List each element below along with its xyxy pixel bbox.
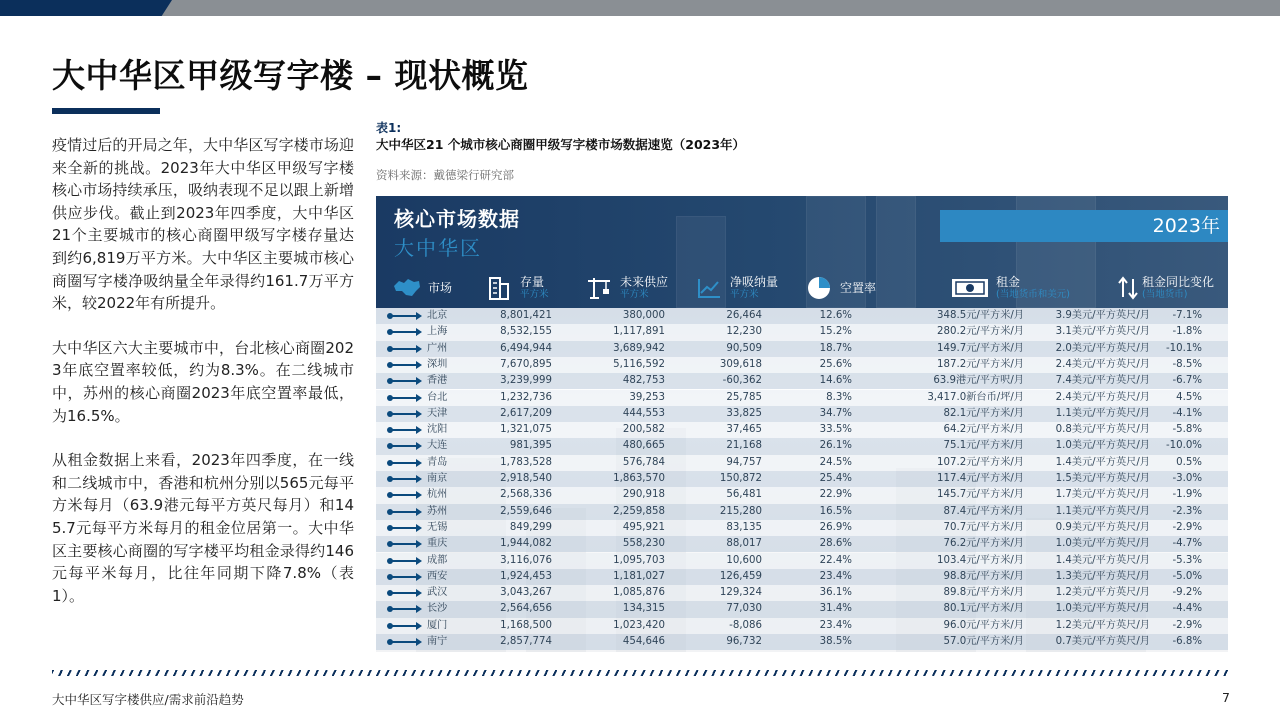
cell-rent-local: 107.2元/平方米/月 xyxy=(937,456,1024,468)
cell-rent-change: -7.1% xyxy=(1172,310,1202,321)
cell-rent-change: -1.9% xyxy=(1172,489,1202,501)
cell-rent-usd: 1.4美元/平方英尺/月 xyxy=(1055,456,1150,468)
paragraph-3: 从租金数据上来看，2023年四季度，在一线和二线城市中，香港和杭州分别以565元每平方米每月（63.9港元每平方英尺每月）和145.7元每平方米每月的租金位居第一。大中华区主要核心商圈的写字楼平均租金录得约146元每平米每月，比往年同期下降7.8%（表1）。 xyxy=(52,451,354,605)
cell-rent-local: 280.2元/平方米/月 xyxy=(937,326,1024,338)
cell-rent-usd: 2.4美元/平方英尺/月 xyxy=(1055,391,1150,403)
cell-stock: 2,564,656 xyxy=(500,603,552,615)
col-header-vacancy xyxy=(804,272,876,304)
cell-rent-local: 76.2元/平方米/月 xyxy=(943,538,1024,550)
col-header-absorption xyxy=(694,272,778,304)
cell-city: 南京 xyxy=(427,473,448,484)
cell-city: 苏州 xyxy=(427,505,448,517)
cell-supply: 576,784 xyxy=(622,456,665,468)
cell-absorption: 12,230 xyxy=(726,326,762,338)
col-label-absorption: 净吸纳量 xyxy=(730,275,779,289)
cell-rent-local: 145.7元/平方米/月 xyxy=(937,489,1024,501)
col-header-supply xyxy=(584,272,668,304)
cell-vacancy: 8.3% xyxy=(826,391,852,403)
table-row xyxy=(376,422,1228,438)
cell-rent-local: 96.0元/平方米/月 xyxy=(943,619,1024,631)
row-arrow-icon xyxy=(390,397,420,399)
cell-absorption: 83,135 xyxy=(726,521,762,533)
cell-vacancy: 14.6% xyxy=(819,375,852,387)
cell-city: 无锡 xyxy=(427,521,448,533)
col-unit-absorption: 平方米 xyxy=(730,289,759,300)
cell-stock: 1,924,453 xyxy=(500,570,552,582)
cell-rent-usd: 0.8美元/平方英尺/月 xyxy=(1055,424,1150,436)
cell-vacancy: 36.1% xyxy=(819,587,852,599)
cell-stock: 7,670,895 xyxy=(500,358,552,370)
cell-rent-change: -5.3% xyxy=(1172,554,1202,566)
cell-supply: 1,181,027 xyxy=(613,570,665,582)
market-data-panel xyxy=(376,196,1228,652)
table-row xyxy=(376,308,1228,324)
cell-stock: 3,043,267 xyxy=(500,587,552,599)
cell-rent-local: 82.1元/平方米/月 xyxy=(943,407,1024,419)
table-number: 表1: xyxy=(376,121,402,135)
table-body xyxy=(376,308,1228,652)
cell-rent-usd: 1.2美元/平方英尺/月 xyxy=(1055,619,1150,631)
cell-city: 厦门 xyxy=(427,619,448,631)
cell-vacancy: 28.6% xyxy=(819,538,852,550)
cell-rent-usd: 1.5美元/平方英尺/月 xyxy=(1055,473,1150,484)
cell-vacancy: 26.1% xyxy=(819,440,852,452)
cell-stock: 2,559,646 xyxy=(500,505,552,517)
cell-rent-local: 89.8元/平方米/月 xyxy=(943,587,1024,599)
cell-stock: 2,918,540 xyxy=(500,473,552,484)
cell-vacancy: 22.9% xyxy=(819,489,852,501)
cell-rent-change: -4.7% xyxy=(1172,538,1202,550)
table-row xyxy=(376,520,1228,536)
top-band-accent xyxy=(0,0,172,16)
table-caption xyxy=(376,121,745,183)
cell-city: 广州 xyxy=(427,342,448,354)
cell-rent-change: -5.0% xyxy=(1172,570,1202,582)
cell-rent-usd: 1.1美元/平方英尺/月 xyxy=(1055,505,1150,517)
cell-stock: 8,801,421 xyxy=(500,310,552,321)
table-row xyxy=(376,487,1228,503)
cell-rent-usd: 2.4美元/平方英尺/月 xyxy=(1055,358,1150,370)
cell-rent-change: -3.0% xyxy=(1172,473,1202,484)
col-header-stock xyxy=(484,272,549,304)
row-arrow-icon xyxy=(390,543,420,545)
row-arrow-icon xyxy=(390,576,420,578)
table-row xyxy=(376,618,1228,634)
cell-rent-usd: 1.2美元/平方英尺/月 xyxy=(1055,587,1150,599)
row-arrow-icon xyxy=(390,364,420,366)
cell-city: 成都 xyxy=(427,554,448,566)
cell-vacancy: 24.5% xyxy=(819,456,852,468)
cell-absorption: 33,825 xyxy=(726,407,762,419)
row-arrow-icon xyxy=(390,608,420,610)
cell-rent-local: 87.4元/平方米/月 xyxy=(943,505,1024,517)
panel-subtitle: 大中华区 xyxy=(394,236,482,260)
cell-supply: 480,665 xyxy=(622,440,665,452)
cell-rent-change: -6.7% xyxy=(1172,375,1202,387)
cell-rent-local: 75.1元/平方米/月 xyxy=(943,440,1024,452)
col-unit-supply: 平方米 xyxy=(620,289,649,300)
cell-rent-usd: 2.0美元/平方英尺/月 xyxy=(1055,342,1150,354)
table-row xyxy=(376,553,1228,569)
table-row xyxy=(376,536,1228,552)
cell-rent-local: 103.4元/平方米/月 xyxy=(937,554,1024,566)
col-label-supply: 未来供应 xyxy=(620,275,669,289)
col-unit-rent: (当地货币和美元) xyxy=(996,289,1070,300)
cell-stock: 1,232,736 xyxy=(500,391,552,403)
cell-supply: 1,023,420 xyxy=(613,619,665,631)
cell-rent-usd: 1.1美元/平方英尺/月 xyxy=(1055,407,1150,419)
cell-stock: 1,944,082 xyxy=(500,538,552,550)
cell-rent-change: -9.2% xyxy=(1172,587,1202,599)
cell-city: 香港 xyxy=(427,375,448,387)
table-row xyxy=(376,504,1228,520)
cell-rent-change: -4.4% xyxy=(1172,603,1202,615)
cell-supply: 1,117,891 xyxy=(613,326,665,338)
cell-stock: 1,168,500 xyxy=(500,619,552,631)
cell-absorption: 90,509 xyxy=(726,342,762,354)
table-row xyxy=(376,406,1228,422)
row-arrow-icon xyxy=(390,413,420,415)
cell-absorption: 215,280 xyxy=(719,505,762,517)
cell-absorption: 56,481 xyxy=(726,489,762,501)
cell-vacancy: 31.4% xyxy=(819,603,852,615)
cell-supply: 39,253 xyxy=(629,391,665,403)
table-row xyxy=(376,601,1228,617)
col-unit-stock: 平方米 xyxy=(520,289,549,300)
table-title: 大中华区21 个城市核心商圈甲级写字楼市场数据速览（2023年） xyxy=(376,137,746,152)
page-number: 7 xyxy=(1222,690,1230,705)
cell-absorption: 150,872 xyxy=(719,473,762,484)
cell-vacancy: 23.4% xyxy=(819,570,852,582)
cell-city: 沈阳 xyxy=(427,424,448,436)
cell-vacancy: 15.2% xyxy=(819,326,852,338)
cell-supply: 1,085,876 xyxy=(613,587,665,599)
cell-supply: 134,315 xyxy=(622,603,665,615)
row-arrow-icon xyxy=(390,462,420,464)
cell-vacancy: 18.7% xyxy=(819,342,852,354)
cell-absorption: 126,459 xyxy=(719,570,762,582)
table-row xyxy=(376,341,1228,357)
cell-rent-local: 149.7元/平方米/月 xyxy=(937,342,1024,354)
table-row xyxy=(376,634,1228,650)
cell-city: 大连 xyxy=(427,440,448,452)
cell-vacancy: 38.5% xyxy=(819,636,852,647)
row-arrow-icon xyxy=(390,478,420,480)
title-underline xyxy=(52,108,160,114)
footer-text: 大中华区写字楼供应/需求前沿趋势 xyxy=(52,692,244,707)
table-row xyxy=(376,373,1228,389)
col-unit-rent-change: (当地货币) xyxy=(1142,289,1188,300)
cell-city: 上海 xyxy=(427,326,448,338)
cell-vacancy: 34.7% xyxy=(819,407,852,419)
cell-absorption: 25,785 xyxy=(726,391,762,403)
trend-chart-icon xyxy=(694,274,724,302)
cell-stock: 2,617,209 xyxy=(500,407,552,419)
cell-rent-local: 187.2元/平方米/月 xyxy=(937,358,1024,370)
cell-supply: 3,689,942 xyxy=(613,342,665,354)
col-label-rent-change: 租金同比变化 xyxy=(1142,275,1215,289)
cell-rent-change: -10.1% xyxy=(1165,342,1202,354)
table-row xyxy=(376,324,1228,340)
table-row xyxy=(376,471,1228,487)
cell-supply: 482,753 xyxy=(622,375,665,387)
cell-stock: 849,299 xyxy=(509,521,552,533)
cell-stock: 2,568,336 xyxy=(500,489,552,501)
row-arrow-icon xyxy=(390,315,420,317)
row-arrow-icon xyxy=(390,348,420,350)
col-label-stock: 存量 xyxy=(520,275,545,289)
cell-rent-local: 63.9港元/平方呎/月 xyxy=(933,375,1024,387)
row-arrow-icon xyxy=(390,445,420,447)
cell-city: 武汉 xyxy=(427,587,448,599)
banknote-icon xyxy=(950,274,990,302)
body-text xyxy=(52,134,354,629)
cell-absorption: 129,324 xyxy=(719,587,762,599)
cell-rent-usd: 1.3美元/平方英尺/月 xyxy=(1055,570,1150,582)
cell-vacancy: 16.5% xyxy=(819,505,852,517)
cell-rent-usd: 1.4美元/平方英尺/月 xyxy=(1055,554,1150,566)
cell-city: 天津 xyxy=(427,407,448,419)
cell-city: 西安 xyxy=(427,570,448,582)
cell-vacancy: 22.4% xyxy=(819,554,852,566)
cell-rent-local: 3,417.0新台币/坪/月 xyxy=(927,391,1024,403)
cell-absorption: 77,030 xyxy=(726,603,762,615)
cell-absorption: 96,732 xyxy=(726,636,762,647)
year-badge: 2023年 xyxy=(940,210,1228,242)
paragraph-1: 疫情过后的开局之年，大中华区写字楼市场迎来全新的挑战。2023年大中华区甲级写字楼核心市场持续承压，吸纳表现不足以跟上新增供应步伐。截止到2023年四季度，大中华区21个主要城市的核心商圈甲级写字楼存量达到约6,819万平方米。大中华区主要城市核心商圈写字楼净吸纳量全年录得约161.7万平方米，较2022年有所提升。 xyxy=(52,136,354,313)
cell-supply: 5,116,592 xyxy=(613,358,665,370)
cell-rent-change: -10.0% xyxy=(1165,440,1202,452)
cell-stock: 6,494,944 xyxy=(500,342,552,354)
cell-absorption: -8,086 xyxy=(729,619,762,631)
cell-rent-change: -2.3% xyxy=(1172,505,1202,517)
cell-city: 长沙 xyxy=(427,603,448,615)
cell-rent-usd: 1.0美元/平方英尺/月 xyxy=(1055,440,1150,452)
row-arrow-icon xyxy=(390,527,420,529)
cell-rent-local: 57.0元/平方米/月 xyxy=(943,636,1024,647)
cell-rent-change: -6.8% xyxy=(1172,636,1202,647)
col-label-rent: 租金 xyxy=(996,275,1021,289)
cell-rent-usd: 1.0美元/平方英尺/月 xyxy=(1055,538,1150,550)
up-down-arrows-icon xyxy=(1116,274,1140,302)
cell-vacancy: 12.6% xyxy=(819,310,852,321)
cell-supply: 380,000 xyxy=(622,310,665,321)
cell-absorption: 94,757 xyxy=(726,456,762,468)
col-label-market: 市场 xyxy=(428,280,453,295)
page-title: 大中华区甲级写字楼 – 现状概览 xyxy=(52,56,529,95)
top-band xyxy=(0,0,1280,16)
row-arrow-icon xyxy=(390,331,420,333)
col-header-market xyxy=(392,272,452,304)
cell-rent-change: -8.5% xyxy=(1172,358,1202,370)
cell-rent-local: 80.1元/平方米/月 xyxy=(943,603,1024,615)
cell-rent-change: -4.1% xyxy=(1172,407,1202,419)
cell-rent-change: -5.8% xyxy=(1172,424,1202,436)
cell-vacancy: 23.4% xyxy=(819,619,852,631)
cell-supply: 2,259,858 xyxy=(613,505,665,517)
col-label-vacancy: 空置率 xyxy=(840,280,877,295)
cell-supply: 1,863,570 xyxy=(613,473,665,484)
cell-absorption: 21,168 xyxy=(726,440,762,452)
cell-stock: 981,395 xyxy=(509,440,552,452)
row-arrow-icon xyxy=(390,494,420,496)
cell-rent-usd: 0.9美元/平方英尺/月 xyxy=(1055,521,1150,533)
cell-city: 杭州 xyxy=(427,489,448,501)
cell-absorption: 37,465 xyxy=(726,424,762,436)
cell-rent-usd: 3.9美元/平方英尺/月 xyxy=(1055,310,1150,321)
cell-city: 重庆 xyxy=(427,538,448,550)
map-icon xyxy=(392,274,422,302)
cell-city: 台北 xyxy=(427,391,448,403)
cell-stock: 2,857,774 xyxy=(500,636,552,647)
row-arrow-icon xyxy=(390,429,420,431)
cell-rent-usd: 1.0美元/平方英尺/月 xyxy=(1055,603,1150,615)
cell-rent-change: -2.9% xyxy=(1172,619,1202,631)
table-row xyxy=(376,569,1228,585)
cell-supply: 558,230 xyxy=(622,538,665,550)
cell-stock: 3,239,999 xyxy=(500,375,552,387)
cell-rent-local: 64.2元/平方米/月 xyxy=(943,424,1024,436)
cell-stock: 3,116,076 xyxy=(500,554,552,566)
cell-absorption: 26,464 xyxy=(726,310,762,321)
table-row xyxy=(376,438,1228,454)
cell-vacancy: 25.6% xyxy=(819,358,852,370)
row-arrow-icon xyxy=(390,511,420,513)
cell-rent-local: 348.5元/平方米/月 xyxy=(937,310,1024,321)
cell-rent-change: -2.9% xyxy=(1172,521,1202,533)
cell-stock: 8,532,155 xyxy=(500,326,552,338)
col-header-rent xyxy=(950,272,1070,304)
col-header-rent-change xyxy=(1116,272,1214,304)
cell-supply: 200,582 xyxy=(622,424,665,436)
cell-supply: 444,553 xyxy=(622,407,665,419)
pie-icon xyxy=(804,274,834,302)
cell-rent-change: -1.8% xyxy=(1172,326,1202,338)
cell-supply: 1,095,703 xyxy=(613,554,665,566)
cell-city: 深圳 xyxy=(427,358,448,370)
row-arrow-icon xyxy=(390,625,420,627)
cell-rent-usd: 1.7美元/平方英尺/月 xyxy=(1055,489,1150,501)
cell-city: 南宁 xyxy=(427,636,448,647)
cell-supply: 290,918 xyxy=(622,489,665,501)
cell-rent-usd: 7.4美元/平方英尺/月 xyxy=(1055,375,1150,387)
paragraph-2: 大中华区六大主要城市中，台北核心商圈2023年底空置率较低，约为8.3%。在二线城市中，苏州的核心商圈2023年底空置率最低，为16.5%。 xyxy=(52,338,354,425)
table-row xyxy=(376,455,1228,471)
cell-supply: 454,646 xyxy=(622,636,665,647)
cell-stock: 1,783,528 xyxy=(500,456,552,468)
cell-rent-usd: 3.1美元/平方英尺/月 xyxy=(1055,326,1150,338)
cell-absorption: -60,362 xyxy=(722,375,762,387)
table-source: 资料来源：戴德梁行研究部 xyxy=(376,168,514,182)
row-arrow-icon xyxy=(390,380,420,382)
cell-city: 北京 xyxy=(427,310,448,321)
cell-absorption: 88,017 xyxy=(726,538,762,550)
cell-rent-usd: 0.7美元/平方英尺/月 xyxy=(1055,636,1150,647)
cell-stock: 1,321,075 xyxy=(500,424,552,436)
cell-absorption: 309,618 xyxy=(719,358,762,370)
cell-rent-change: 4.5% xyxy=(1176,391,1202,403)
building-icon xyxy=(484,274,514,302)
cell-rent-local: 117.4元/平方米/月 xyxy=(937,473,1024,484)
cell-vacancy: 26.9% xyxy=(819,521,852,533)
table-row xyxy=(376,357,1228,373)
table-row xyxy=(376,585,1228,601)
cell-rent-local: 70.7元/平方米/月 xyxy=(943,521,1024,533)
row-arrow-icon xyxy=(390,641,420,643)
panel-title: 核心市场数据 xyxy=(394,207,520,231)
row-arrow-icon xyxy=(390,592,420,594)
cell-absorption: 10,600 xyxy=(726,554,762,566)
table-row xyxy=(376,390,1228,406)
cell-vacancy: 25.4% xyxy=(819,473,852,484)
cell-city: 青岛 xyxy=(427,456,448,468)
cell-rent-local: 98.8元/平方米/月 xyxy=(943,570,1024,582)
cell-rent-change: 0.5% xyxy=(1176,456,1202,468)
cell-vacancy: 33.5% xyxy=(819,424,852,436)
row-arrow-icon xyxy=(390,560,420,562)
cell-supply: 495,921 xyxy=(622,521,665,533)
footer-divider xyxy=(52,670,1228,676)
crane-icon xyxy=(584,274,614,302)
